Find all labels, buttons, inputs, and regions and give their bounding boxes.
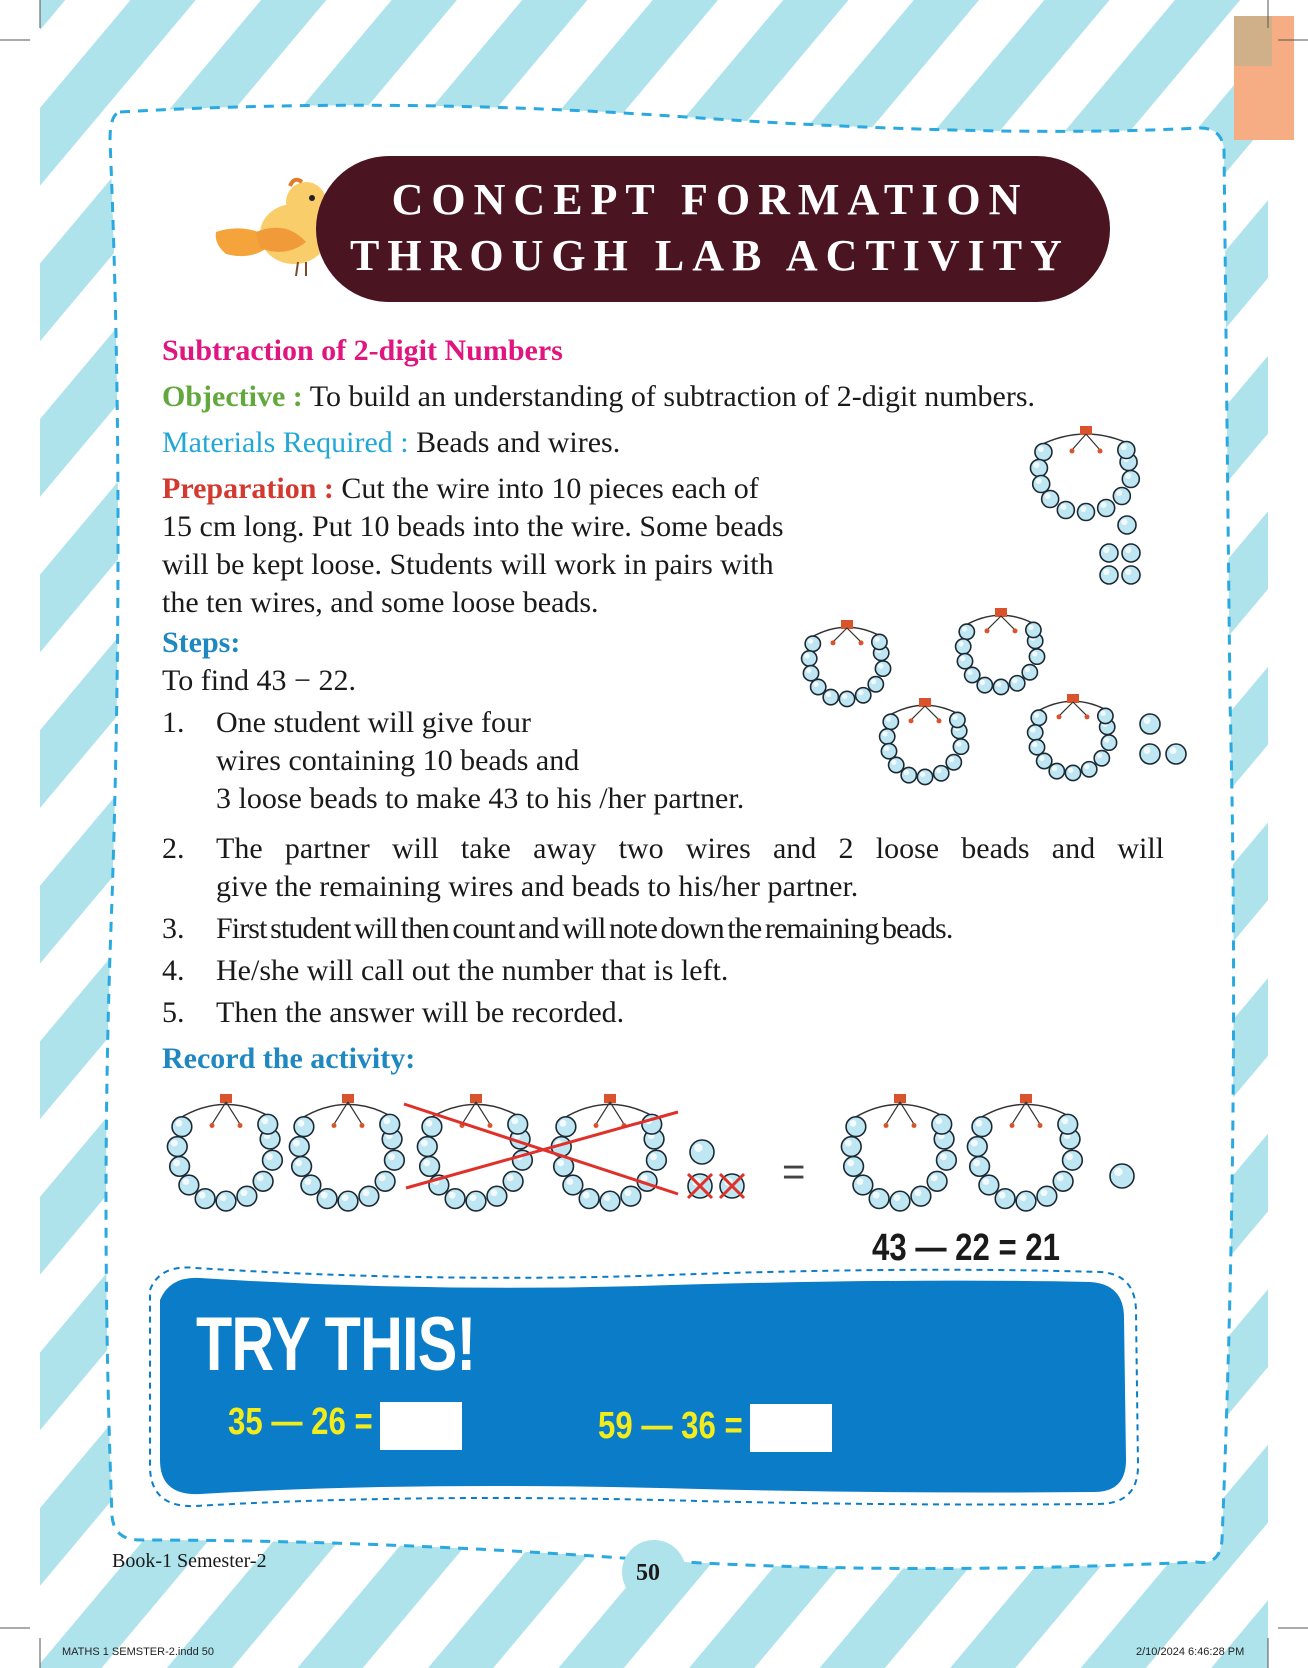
necklace-steps [1028,692,1118,784]
preparation [162,470,892,622]
loose-bead [1116,514,1138,536]
loose-bead [1164,742,1188,766]
objective-text: To build an understanding of subtraction of 2-digit numbers. [302,380,1036,413]
step-2-line-2: give the remaining wires and beads to his/her partner. [216,870,859,903]
header-line-2: THROUGH LAB ACTIVITY [350,231,1070,280]
step-4-number: 4. [162,954,185,987]
loose-bead [1120,564,1142,586]
necklace-materials [1030,424,1142,524]
necklace-steps [880,696,970,788]
loose-bead [1120,542,1142,564]
preparation-line-3: will be kept loose. Students will work in pairs with [162,548,774,581]
necklace-answer [968,1092,1084,1216]
materials-text: Beads and wires. [408,426,621,459]
preparation-line-1: Cut the wire into 10 pieces each of [333,472,759,505]
loose-bead [1138,742,1162,766]
record-equation: 43 — 22 = 21 [872,1227,1060,1269]
preparation-line-4: the ten wires, and some loose beads. [162,586,599,619]
loose-bead [1098,564,1120,586]
header-line-1: CONCEPT FORMATION [391,175,1029,224]
step-1-line-3: 3 loose beads to make 43 to his /her partner. [216,782,745,815]
print-timestamp: 2/10/2024 6:46:28 PM [1136,1646,1245,1658]
book-label: Book-1 Semester-2 [112,1550,267,1572]
loose-bead-removed [718,1172,746,1200]
step-1-line-2: wires containing 10 beads and [216,744,580,777]
step-5-number: 5. [162,996,185,1029]
materials-label: Materials Required : [162,426,409,459]
cross-out-lines [400,1098,700,1228]
necklace-answer [842,1092,958,1216]
step-3-number: 3. [162,912,185,945]
preparation-label: Preparation : [162,472,334,505]
necklace-record [168,1092,284,1216]
answer-box-2[interactable] [750,1404,832,1452]
step-2 [216,830,1164,906]
loose-bead [1138,712,1162,736]
step-1-number: 1. [162,706,185,739]
equals-sign: = [782,1150,806,1194]
materials [162,424,620,462]
step-2-line-1: The partner will take away two wires and 2 loose beads and will [216,832,1164,865]
header-title [330,172,1090,284]
try-question-1: 35 — 26 = [228,1401,373,1443]
step-3-line-1: First student will then count and will note down the remaining beads. [216,912,953,945]
step-2-number: 2. [162,832,185,865]
objective-label: Objective : [162,380,303,413]
necklace-steps [802,618,892,710]
step-1 [216,704,744,818]
page-number: 50 [636,1560,660,1586]
objective [162,378,1162,416]
necklace-record [290,1092,406,1216]
necklace-steps [956,606,1046,698]
steps-heading: Steps: [162,626,241,659]
step-1-line-1: One student will give four [216,706,531,739]
try-question-2: 59 — 36 = [598,1405,743,1447]
step-4-line-1: He/she will call out the number that is left. [216,954,729,987]
answer-box-1[interactable] [380,1402,462,1450]
try-this-title: TRY THIS! [196,1302,476,1387]
steps-intro: To find 43 − 22. [162,664,356,697]
loose-bead [1108,1162,1136,1190]
step-5-line-1: Then the answer will be recorded. [216,996,625,1029]
section-title: Subtraction of 2-digit Numbers [162,334,563,367]
preparation-line-2: 15 cm long. Put 10 beads into the wire. Some beads [162,510,784,543]
loose-bead [1098,542,1120,564]
record-heading: Record the activity: [162,1042,416,1075]
file-name: MATHS 1 SEMSTER-2.indd 50 [62,1646,215,1658]
